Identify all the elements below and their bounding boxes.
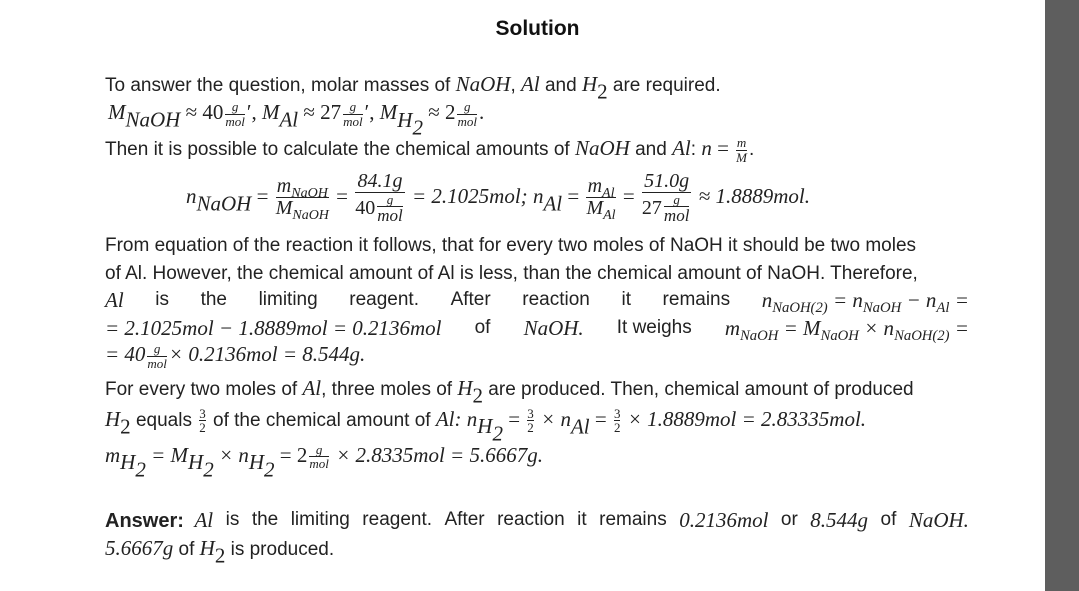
formula-h: H <box>105 407 121 431</box>
amount-equation <box>186 166 810 228</box>
frac-den: mol <box>377 206 403 226</box>
molar-masses-line <box>108 99 485 139</box>
calc-intro-line <box>105 136 754 164</box>
formula-h: H <box>457 376 473 400</box>
fraction-g-per-mol <box>147 342 167 370</box>
frac-den: mol <box>225 113 245 129</box>
production-line-2 <box>105 404 867 446</box>
times-n: × n <box>535 407 571 431</box>
formula-naoh: NaOH <box>455 72 511 96</box>
intro-text: To answer the question, molar masses of <box>105 75 456 96</box>
subscript-h2 <box>477 414 503 446</box>
frac-num: m <box>736 135 747 150</box>
subscript-naoh: NaOH <box>196 191 252 216</box>
reaction-line-5 <box>105 342 365 370</box>
formula-naoh: NaOH. <box>523 316 584 340</box>
frac-num: g <box>231 99 239 114</box>
word: After <box>444 509 485 530</box>
word: After <box>450 289 491 310</box>
frac-den: mol <box>309 456 329 472</box>
subscript-h: H <box>248 450 265 475</box>
fraction-3-over-2 <box>199 407 206 435</box>
subscript-2: 2 <box>472 383 484 408</box>
fraction-g-per-mol <box>343 100 363 128</box>
symbol-n: n <box>532 184 544 208</box>
separator: ′, <box>246 100 262 125</box>
approx-27: ≈ 27 <box>298 100 342 125</box>
frac-num <box>586 175 615 202</box>
frac-num: 3 <box>613 405 621 421</box>
subscript-2: 2 <box>120 414 131 439</box>
frac-den <box>355 192 405 225</box>
word: limiting <box>290 509 350 530</box>
word: reagent. <box>362 509 433 530</box>
subscript-2: 2 <box>135 457 146 482</box>
page-title: Solution <box>495 17 580 40</box>
symbol-M: M <box>379 100 398 125</box>
reaction-line-2: of Al. However, the chemical amount of Al is less, than the chemical amount of NaOH. Therefore, <box>105 263 918 284</box>
equals: = <box>617 184 640 208</box>
subscript-al: Al <box>570 414 590 439</box>
formula-naoh: NaOH. <box>908 508 969 532</box>
text: of <box>173 539 200 560</box>
text: are produced. Then, chemical amount of produced <box>483 379 914 400</box>
word: reaction <box>522 289 590 310</box>
fraction-84g <box>355 171 405 225</box>
subscript-2: 2 <box>214 543 226 568</box>
symbol-m: m <box>724 316 740 340</box>
and-text: and <box>539 75 582 96</box>
symbol-M: M <box>261 100 280 125</box>
subscript-h: H <box>188 450 204 475</box>
fraction-m-over-M-al <box>586 175 616 224</box>
value-mol: 0.2136mol <box>679 508 769 532</box>
fraction-m-over-M <box>736 136 747 164</box>
subscript-h2 <box>397 107 423 139</box>
mass-value-40: = 40 <box>105 342 146 367</box>
answer-line-2 <box>105 536 335 568</box>
subscript-h: H <box>477 414 493 439</box>
frac-num: g <box>386 191 394 207</box>
den-40: 40 <box>355 196 376 219</box>
frac-num: 84.1g <box>357 169 403 192</box>
word: remains <box>662 289 731 310</box>
fraction-3-over-2 <box>614 407 621 435</box>
word: limiting <box>258 289 318 310</box>
frac-den: mol <box>147 355 167 371</box>
answer-line-1 <box>105 508 969 534</box>
fraction-g-per-mol <box>664 193 690 225</box>
word: it <box>621 289 631 310</box>
subscript-naoh: NaOH <box>820 328 859 345</box>
symbol-m: m <box>105 443 121 467</box>
subscript-naoh: NaOH <box>292 208 329 224</box>
text: For every two moles of <box>105 379 303 400</box>
equals-n: = n <box>827 288 863 312</box>
word: It weighs <box>616 317 692 338</box>
word: is <box>155 289 169 310</box>
and-text: and <box>629 139 673 161</box>
frac-den <box>586 197 616 224</box>
text: is produced. <box>225 539 335 560</box>
symbol-n: n <box>761 288 773 312</box>
production-line-3 <box>105 440 543 482</box>
word: Al <box>105 288 124 312</box>
equals-M: = M <box>778 316 821 340</box>
frac-num: g <box>463 99 471 114</box>
equals: = <box>949 288 969 312</box>
formula-al: Al <box>521 72 540 96</box>
equals: = <box>711 136 735 161</box>
subscript-al: Al <box>279 107 299 132</box>
frac-den: M <box>736 149 747 165</box>
calc-intro-text: Then it is possible to calculate the chemical amounts of <box>105 139 575 161</box>
result-naoh: = 2.1025mol; <box>406 184 533 208</box>
answer-lead <box>105 508 213 534</box>
subscript-naoh: NaOH <box>862 300 902 317</box>
vertical-scrollbar[interactable] <box>1045 0 1079 591</box>
word: the <box>251 509 279 530</box>
frac-num: 51.0g <box>644 169 690 192</box>
subscript-2: 2 <box>264 457 275 482</box>
symbol-n: n <box>701 136 712 161</box>
fraction-g-per-mol <box>377 193 403 225</box>
equals: = <box>330 184 354 208</box>
fraction-g-per-mol <box>309 443 329 471</box>
word: reaction <box>497 509 565 530</box>
subscript-naoh: NaOH <box>125 107 181 132</box>
mass-equation <box>724 316 969 345</box>
frac-den: mol <box>457 113 477 129</box>
fraction-3-over-2 <box>527 407 534 435</box>
equals: = <box>502 407 526 431</box>
subscript-al: Al <box>602 186 615 202</box>
equals: = <box>589 407 612 431</box>
difference-equation: = 2.1025mol − 1.8889mol = 0.2136mol <box>105 316 442 340</box>
period: . <box>749 139 755 161</box>
formula-al: Al <box>194 508 214 532</box>
subscript-2: 2 <box>203 457 214 482</box>
symbol-n: n <box>186 184 197 208</box>
subscript-naoh2: NaOH(2) <box>894 328 950 345</box>
frac-num: 3 <box>199 405 206 421</box>
symbol-M: M <box>586 197 604 220</box>
word: of <box>880 509 897 530</box>
reaction-line-1: From equation of the reaction it follows, that for every two moles of NaOH it should be two moles <box>105 235 917 256</box>
subscript-h: H <box>120 450 136 475</box>
word: reagent. <box>349 289 419 310</box>
approx-2: ≈ 2 <box>422 100 456 125</box>
value-g: 8.544g <box>810 508 869 532</box>
intro-line <box>105 72 721 104</box>
subscript-2: 2 <box>597 79 608 104</box>
subscript-naoh: NaOH <box>291 186 328 202</box>
times-n: × n <box>213 443 249 467</box>
approx-40: ≈ 40 <box>180 100 224 125</box>
word: remains <box>599 509 667 530</box>
reaction-line-4 <box>105 316 969 345</box>
equals: = <box>949 316 969 340</box>
subscript-h2 <box>188 450 214 482</box>
symbol-n: : n <box>454 407 478 431</box>
fraction-m-over-M-naoh <box>275 175 329 224</box>
subscript-al: Al <box>603 208 616 224</box>
answer-label: Answer: <box>105 510 184 532</box>
production-line-1 <box>105 376 914 408</box>
equals: = <box>562 184 585 208</box>
frac-den <box>642 192 692 225</box>
subscript-2: 2 <box>492 421 503 446</box>
times-n: × n <box>858 316 895 340</box>
intro-tail: are required. <box>607 75 721 96</box>
subscript-h2 <box>248 450 275 482</box>
reaction-line-3 <box>105 288 969 317</box>
equals: = <box>251 184 274 208</box>
comma: , <box>510 75 522 96</box>
frac-den: 2 <box>613 420 621 436</box>
minus-n: − n <box>901 288 937 312</box>
fraction-g-per-mol <box>457 100 477 128</box>
subscript-2: 2 <box>412 114 423 139</box>
symbol-M: M <box>108 100 126 125</box>
symbol-M: M <box>275 197 293 220</box>
formula-h: H <box>581 72 598 96</box>
fraction-51g <box>642 171 692 225</box>
symbol-m: m <box>276 175 292 198</box>
equals-2: = 2 <box>274 443 308 467</box>
text: , three moles of <box>321 379 458 400</box>
subscript-naoh2: NaOH(2) <box>772 300 828 317</box>
period: . <box>478 100 485 125</box>
word: the <box>200 289 227 310</box>
mass-result: × 2.8335mol = 5.6667g. <box>330 443 543 467</box>
equals-M: = M <box>145 443 189 467</box>
frac-num: g <box>153 341 161 356</box>
formula-al: Al <box>672 136 691 161</box>
frac-den: mol <box>663 206 690 226</box>
frac-den: 2 <box>199 420 206 436</box>
word: or <box>780 509 798 530</box>
mass-result: × 0.2136mol = 8.544g. <box>168 342 366 367</box>
subscript-h2 <box>120 450 146 482</box>
formula-al: Al <box>302 376 322 400</box>
word: it <box>577 509 587 530</box>
result-al: ≈ 1.8889mol. <box>693 184 810 208</box>
symbol-m: m <box>587 175 603 198</box>
den-27: 27 <box>641 196 662 219</box>
frac-den <box>275 197 329 224</box>
text: of the chemical amount of <box>207 410 436 431</box>
subscript-naoh: NaOH <box>740 328 779 345</box>
frac-num: 3 <box>527 405 534 421</box>
word: is <box>225 509 240 530</box>
value-h2-mass: 5.6667g <box>105 536 174 560</box>
remaining-equation <box>761 288 969 317</box>
frac-den: mol <box>343 113 363 129</box>
fraction-g-per-mol <box>225 100 245 128</box>
formula-naoh: NaOH <box>574 136 630 161</box>
separator: ′, <box>364 100 380 125</box>
frac-num <box>276 175 329 202</box>
amount-result: × 1.8889mol = 2.83335mol. <box>622 407 867 431</box>
formula-al: Al <box>435 407 455 431</box>
subscript-al: Al <box>936 300 950 317</box>
frac-num: g <box>315 441 323 457</box>
formula-h: H <box>199 536 215 560</box>
text: equals <box>130 410 198 431</box>
subscript-h: H <box>397 107 413 132</box>
colon: : <box>690 139 702 161</box>
frac-den: 2 <box>527 420 534 436</box>
subscript-al: Al <box>543 191 563 216</box>
frac-num: g <box>673 191 680 207</box>
frac-num: g <box>349 99 357 114</box>
word: of <box>474 317 491 338</box>
